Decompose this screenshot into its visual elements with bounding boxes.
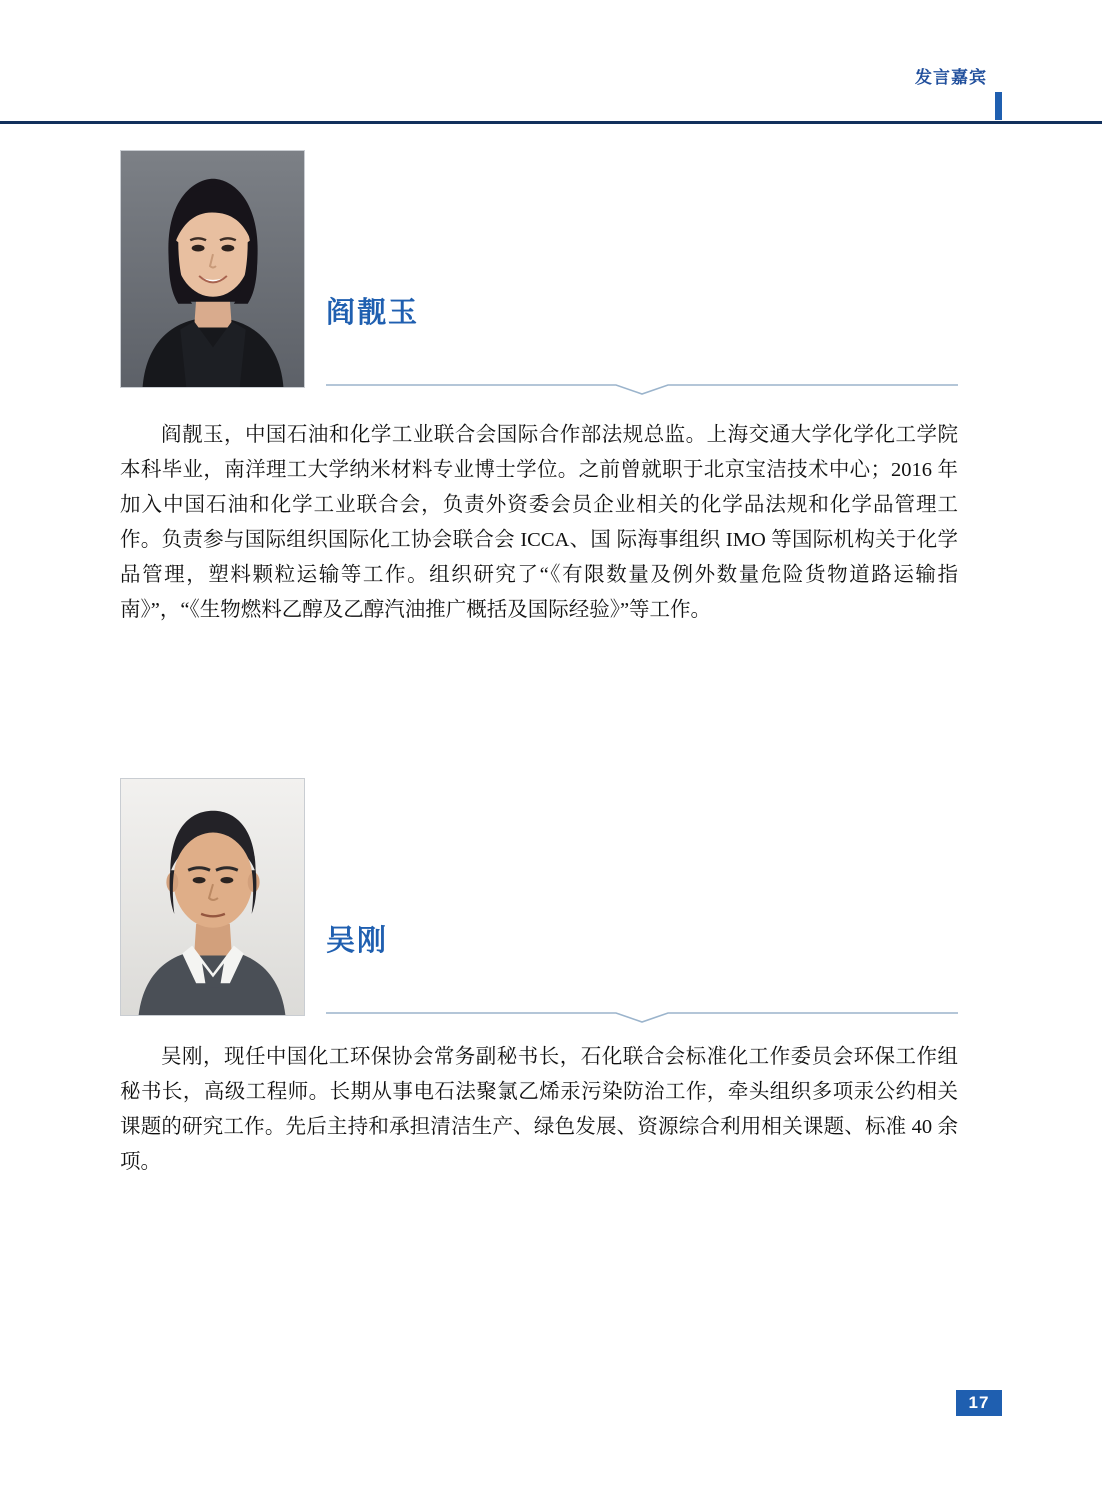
divider-swoosh-icon [326,382,958,396]
name-underline-divider [326,382,958,396]
page-number-badge: 17 [956,1390,1002,1416]
section-label: 发言嘉宾 [915,68,987,87]
header-accent-mark [995,92,1002,120]
speaker-name: 吴刚 [326,925,389,957]
speaker-portrait [120,150,305,388]
speaker-bio: 吴刚，现任中国化工环保协会常务副秘书长，石化联合会标准化工作委员会环保工作组秘书长，高级工程师。长期从事电石法聚氯乙烯汞污染防治工作，牵头组织多项汞公约相关课题的研究工作。先后主持和承担清洁生产、绿色发展、资源综合利用相关课题、标准 40 余项。 [120,1046,958,1173]
speaker-portrait [120,778,305,1016]
page-header [0,0,1102,122]
header-divider [0,121,1102,124]
divider-swoosh-icon [326,1010,958,1024]
portrait-illustration [121,151,304,387]
speaker-bio: 阎靓玉，中国石油和化学工业联合会国际合作部法规总监。上海交通大学化学化工学院本科毕业，南洋理工大学纳米材料专业博士学位。之前曾就职于北京宝洁技术中心；2016 年加入中国石油和化学工业联合会，负责外资委会员企业相关的化学品法规和化学品管理工作。负责参与国际组织国际化工协会联合会 ICCA、国 际海事组织 IMO 等国际机构关于化学品管理，塑料颗粒运输等工作。组织研究了“《有限数量及例外数量危险货物道路运输指南》”，“《生物燃料乙醇及乙醇汽油推广概括及国际经验》”等工作。 [120,424,958,621]
portrait-illustration [121,779,304,1015]
name-underline-divider [326,1010,958,1024]
speaker-name: 阎靓玉 [326,297,420,329]
